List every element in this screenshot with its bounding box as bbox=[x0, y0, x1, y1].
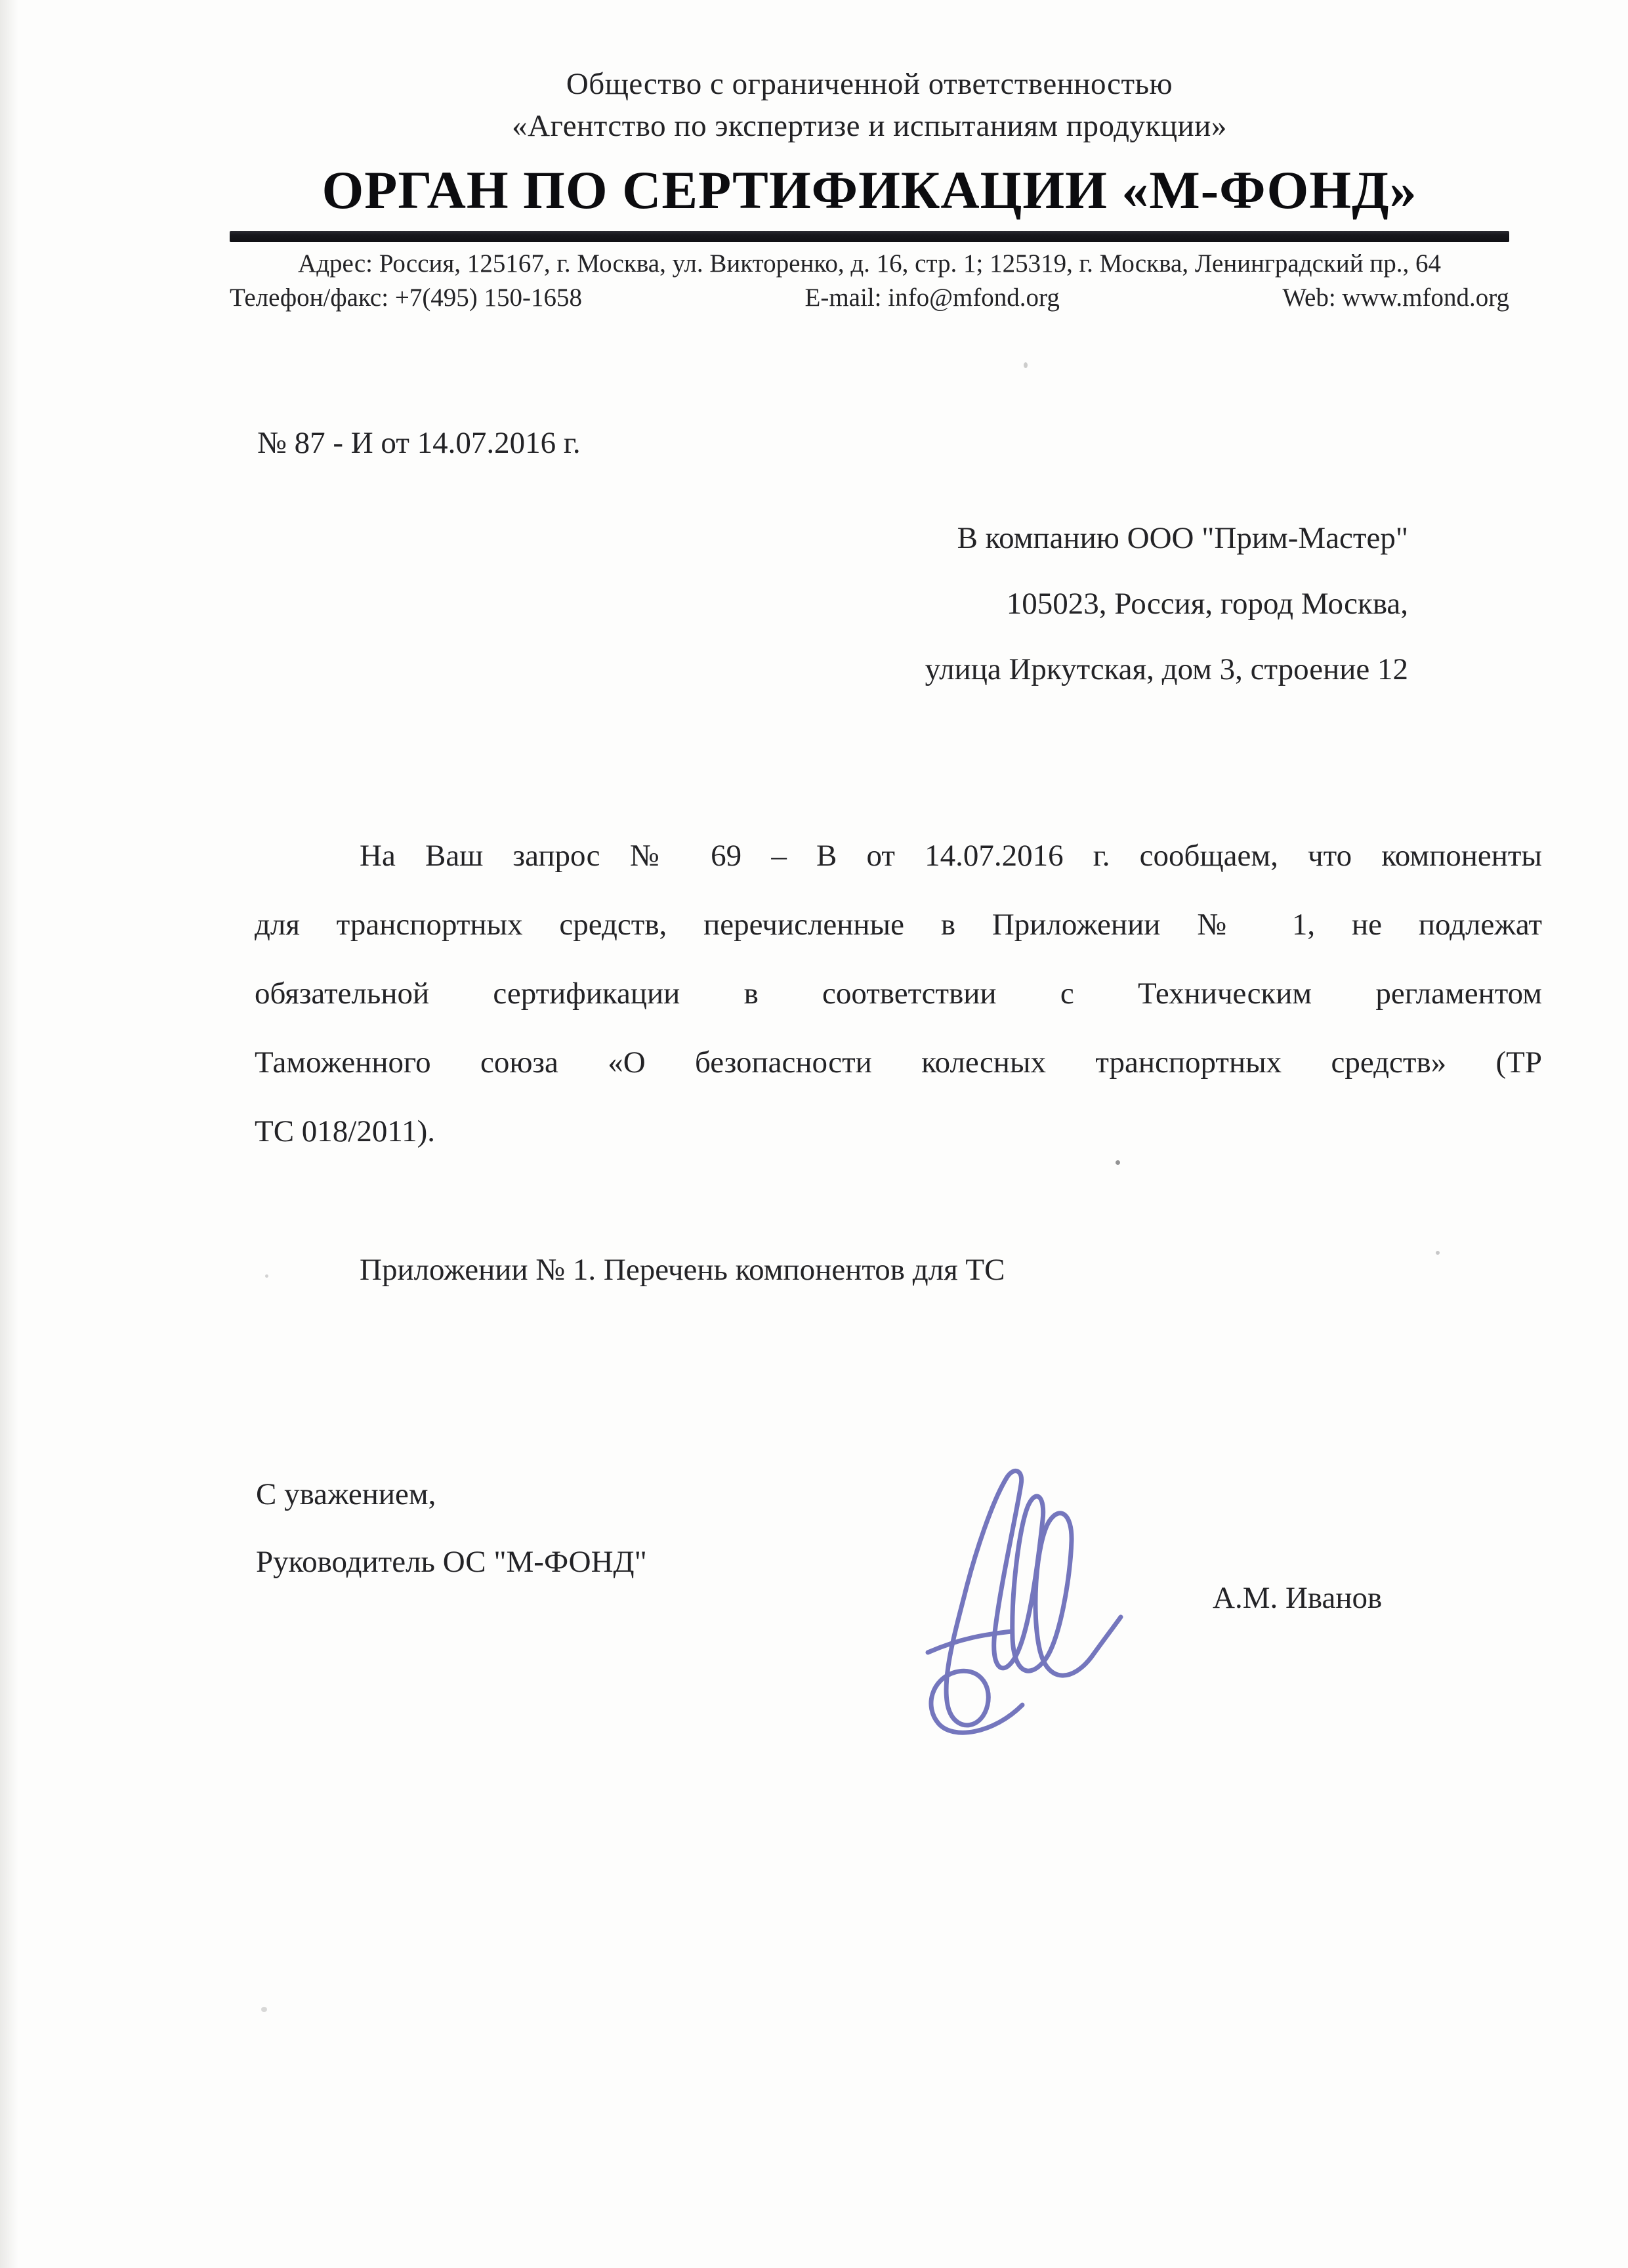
closing-block bbox=[256, 1461, 647, 1596]
scan-speck bbox=[1024, 362, 1028, 368]
email: E-mail: info@mfond.org bbox=[804, 284, 1060, 312]
scan-speck bbox=[1436, 1251, 1440, 1255]
letterhead-rule bbox=[230, 231, 1509, 242]
phone-fax: Телефон/факс: +7(495) 150-1658 bbox=[230, 284, 583, 312]
recipient-company: В компанию ООО "Прим-Мастер" bbox=[957, 521, 1408, 555]
scan-speck bbox=[1116, 1160, 1120, 1165]
letterhead bbox=[230, 63, 1509, 314]
recipient-street: улица Иркутская, дом 3, строение 12 bbox=[925, 652, 1408, 686]
signer-name: А.М. Иванов bbox=[1213, 1581, 1383, 1615]
letterhead-contacts bbox=[230, 282, 1509, 314]
closing-position: Руководитель ОС "М-ФОНД" bbox=[256, 1545, 647, 1579]
scan-speck bbox=[265, 1274, 268, 1278]
org-name-line1: Общество с ограниченной ответственностью bbox=[566, 67, 1173, 101]
recipient-block bbox=[591, 505, 1408, 702]
scan-edge-shadow bbox=[0, 0, 18, 2268]
letterhead-address: Адрес: Россия, 125167, г. Москва, ул. Викторенко, д. 16, стр. 1; 125319, г. Москва, Ленинградский пр., 64 bbox=[298, 249, 1441, 278]
attachment-line: Приложении № 1. Перечень компонентов для ТС bbox=[360, 1253, 1005, 1287]
website: Web: www.mfond.org bbox=[1282, 284, 1509, 312]
body-line-3: обязательной сертификации в соответствии с Техническим регламентом bbox=[255, 976, 1542, 1011]
scan-speck bbox=[261, 2007, 267, 2012]
reference-number-line: № 87 - И от 14.07.2016 г. bbox=[257, 426, 581, 460]
certification-body-title: ОРГАН ПО СЕРТИФИКАЦИИ «М-ФОНД» bbox=[322, 160, 1417, 220]
signature-ink-icon bbox=[887, 1441, 1169, 1736]
body-line-1: На Ваш запрос № 69 – В от 14.07.2016 г. сообщаем, что компоненты bbox=[360, 839, 1542, 873]
body-line-2: для транспортных средств, перечисленные в Приложении № 1, не подлежат bbox=[255, 908, 1542, 942]
body-line-5: ТС 018/2011). bbox=[255, 1114, 436, 1148]
recipient-city: 105023, Россия, город Москва, bbox=[1006, 587, 1408, 621]
closing-regards: С уважением, bbox=[256, 1477, 436, 1511]
body-paragraph bbox=[255, 822, 1542, 1166]
handwritten-signature bbox=[887, 1441, 1169, 1736]
org-name-line2: «Агентство по экспертизе и испытаниям продукции» bbox=[512, 109, 1227, 143]
body-line-4: Таможенного союза «О безопасности колесных транспортных средств» (ТР bbox=[255, 1045, 1542, 1080]
